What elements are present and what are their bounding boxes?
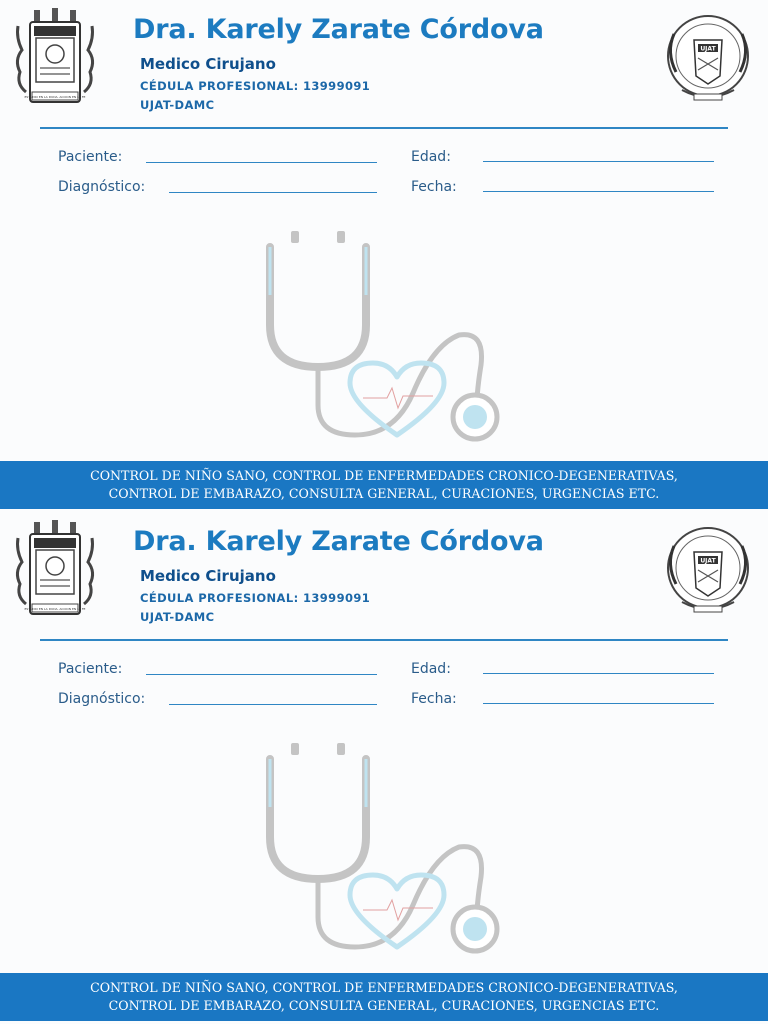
diagnosis-label: Diagnóstico: xyxy=(58,179,146,195)
services-line: CONTROL DE EMBARAZO, CONSULTA GENERAL, CURACIONES, URGENCIAS ETC. xyxy=(108,998,660,1013)
services-banner xyxy=(0,461,768,509)
date-label: Fecha: xyxy=(411,691,457,707)
professional-license: CÉDULA PROFESIONAL: 13999091 xyxy=(140,79,371,93)
diagnosis-field[interactable] xyxy=(169,704,377,705)
date-label: Fecha: xyxy=(411,179,457,195)
age-field[interactable] xyxy=(483,673,714,674)
university-shield-seal-icon xyxy=(12,520,98,624)
seal-motto: ESTUDIO EN LA DUDA. ACCION EN LA FE xyxy=(24,607,86,611)
seal-ujat-text: UJAT xyxy=(700,45,716,53)
header-divider xyxy=(40,127,728,129)
age-label: Edad: xyxy=(411,149,451,165)
seal-ujat-text: UJAT xyxy=(700,557,716,565)
header-divider xyxy=(40,639,728,641)
prescription-sheet xyxy=(0,512,768,1024)
professional-license: CÉDULA PROFESIONAL: 13999091 xyxy=(140,591,371,605)
services-line: CONTROL DE NIÑO SANO, CONTROL DE ENFERMEDADES CRONICO-DEGENERATIVAS, xyxy=(90,980,678,995)
specialty: Medico Cirujano xyxy=(140,55,276,73)
stethoscope-heart-icon xyxy=(255,225,515,450)
patient-field[interactable] xyxy=(146,162,377,163)
age-field[interactable] xyxy=(483,161,714,162)
age-label: Edad: xyxy=(411,661,451,677)
services-banner xyxy=(0,973,768,1021)
ujat-circular-seal-icon xyxy=(664,6,752,110)
patient-label: Paciente: xyxy=(58,149,123,165)
ujat-circular-seal-icon xyxy=(664,518,752,622)
patient-field[interactable] xyxy=(146,674,377,675)
diagnosis-label: Diagnóstico: xyxy=(58,691,146,707)
specialty: Medico Cirujano xyxy=(140,567,276,585)
patient-label: Paciente: xyxy=(58,661,123,677)
doctor-name: Dra. Karely Zarate Córdova xyxy=(133,526,544,557)
institution: UJAT-DAMC xyxy=(140,98,215,112)
seal-motto: ESTUDIO EN LA DUDA. ACCION EN LA FE xyxy=(24,95,86,99)
date-field[interactable] xyxy=(483,191,714,192)
services-line: CONTROL DE EMBARAZO, CONSULTA GENERAL, CURACIONES, URGENCIAS ETC. xyxy=(108,486,660,501)
institution: UJAT-DAMC xyxy=(140,610,215,624)
diagnosis-field[interactable] xyxy=(169,192,377,193)
stethoscope-heart-icon xyxy=(255,737,515,962)
services-line: CONTROL DE NIÑO SANO, CONTROL DE ENFERMEDADES CRONICO-DEGENERATIVAS, xyxy=(90,468,678,483)
date-field[interactable] xyxy=(483,703,714,704)
university-shield-seal-icon xyxy=(12,8,98,112)
doctor-name: Dra. Karely Zarate Córdova xyxy=(133,14,544,45)
